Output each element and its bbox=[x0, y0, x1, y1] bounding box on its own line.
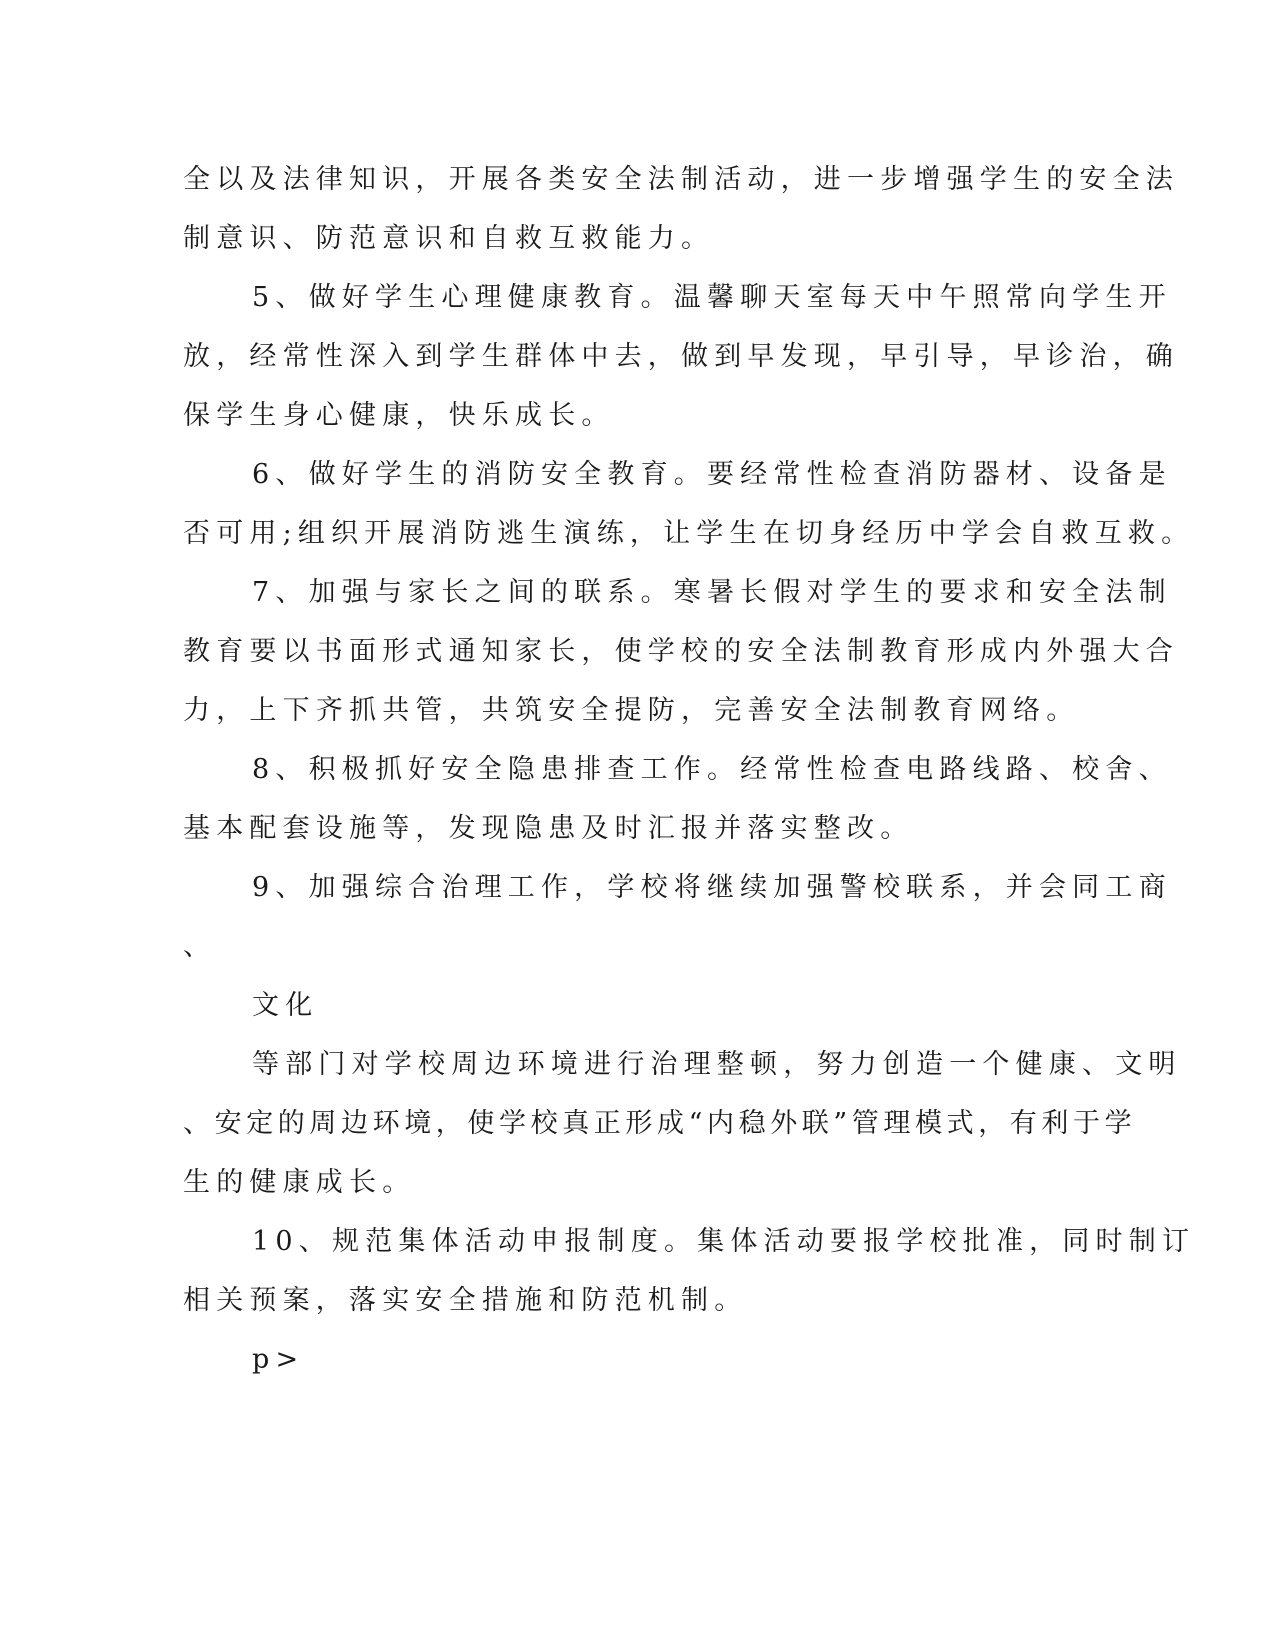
text-line: 教育要以书面形式通知家长，使学校的安全法制教育形成内外强大合 bbox=[183, 636, 1179, 667]
text-line: 文化 bbox=[252, 990, 319, 1021]
text-line: 保学生身心健康，快乐成长。 bbox=[183, 400, 615, 431]
stray-markup-text: p> bbox=[252, 1344, 305, 1375]
text-line: 、安定的周边环境，使学校真正形成“内稳外联”管理模式，有利于学 bbox=[183, 1108, 1137, 1139]
text-line: 放，经常性深入到学生群体中去，做到早发现，早引导，早诊治，确 bbox=[183, 341, 1179, 372]
text-line: 力，上下齐抓共管，共筑安全提防，完善安全法制教育网络。 bbox=[183, 695, 1080, 726]
text-line: 相关预案，落实安全措施和防范机制。 bbox=[183, 1285, 748, 1316]
text-line: 否可用;组织开展消防逃生演练，让学生在切身经历中学会自救互救。 bbox=[183, 518, 1195, 549]
text-line: 等部门对学校周边环境进行治理整顿，努力创造一个健康、文明 bbox=[252, 1049, 1182, 1080]
paragraph-9-start: 9、加强综合治理工作，学校将继续加强警校联系，并会同工商 bbox=[252, 872, 1172, 903]
text-line: 全以及法律知识，开展各类安全法制活动，进一步增强学生的安全法 bbox=[183, 164, 1179, 195]
paragraph-5-start: 5、做好学生心理健康教育。温馨聊天室每天中午照常向学生开 bbox=[252, 282, 1172, 313]
text-line: 、 bbox=[183, 931, 217, 962]
text-line: 制意识、防范意识和自救互救能力。 bbox=[183, 223, 715, 254]
paragraph-8-start: 8、积极抓好安全隐患排查工作。经常性检查电路线路、校舍、 bbox=[252, 754, 1172, 785]
paragraph-6-start: 6、做好学生的消防安全教育。要经常性检查消防器材、设备是 bbox=[252, 459, 1172, 490]
text-line: 基本配套设施等，发现隐患及时汇报并落实整改。 bbox=[183, 813, 914, 844]
paragraph-10-start: 10、规范集体活动申报制度。集体活动要报学校批准，同时制订 bbox=[252, 1226, 1196, 1257]
text-line: 生的健康成长。 bbox=[183, 1167, 416, 1198]
paragraph-7-start: 7、加强与家长之间的联系。寒暑长假对学生的要求和安全法制 bbox=[252, 577, 1172, 608]
